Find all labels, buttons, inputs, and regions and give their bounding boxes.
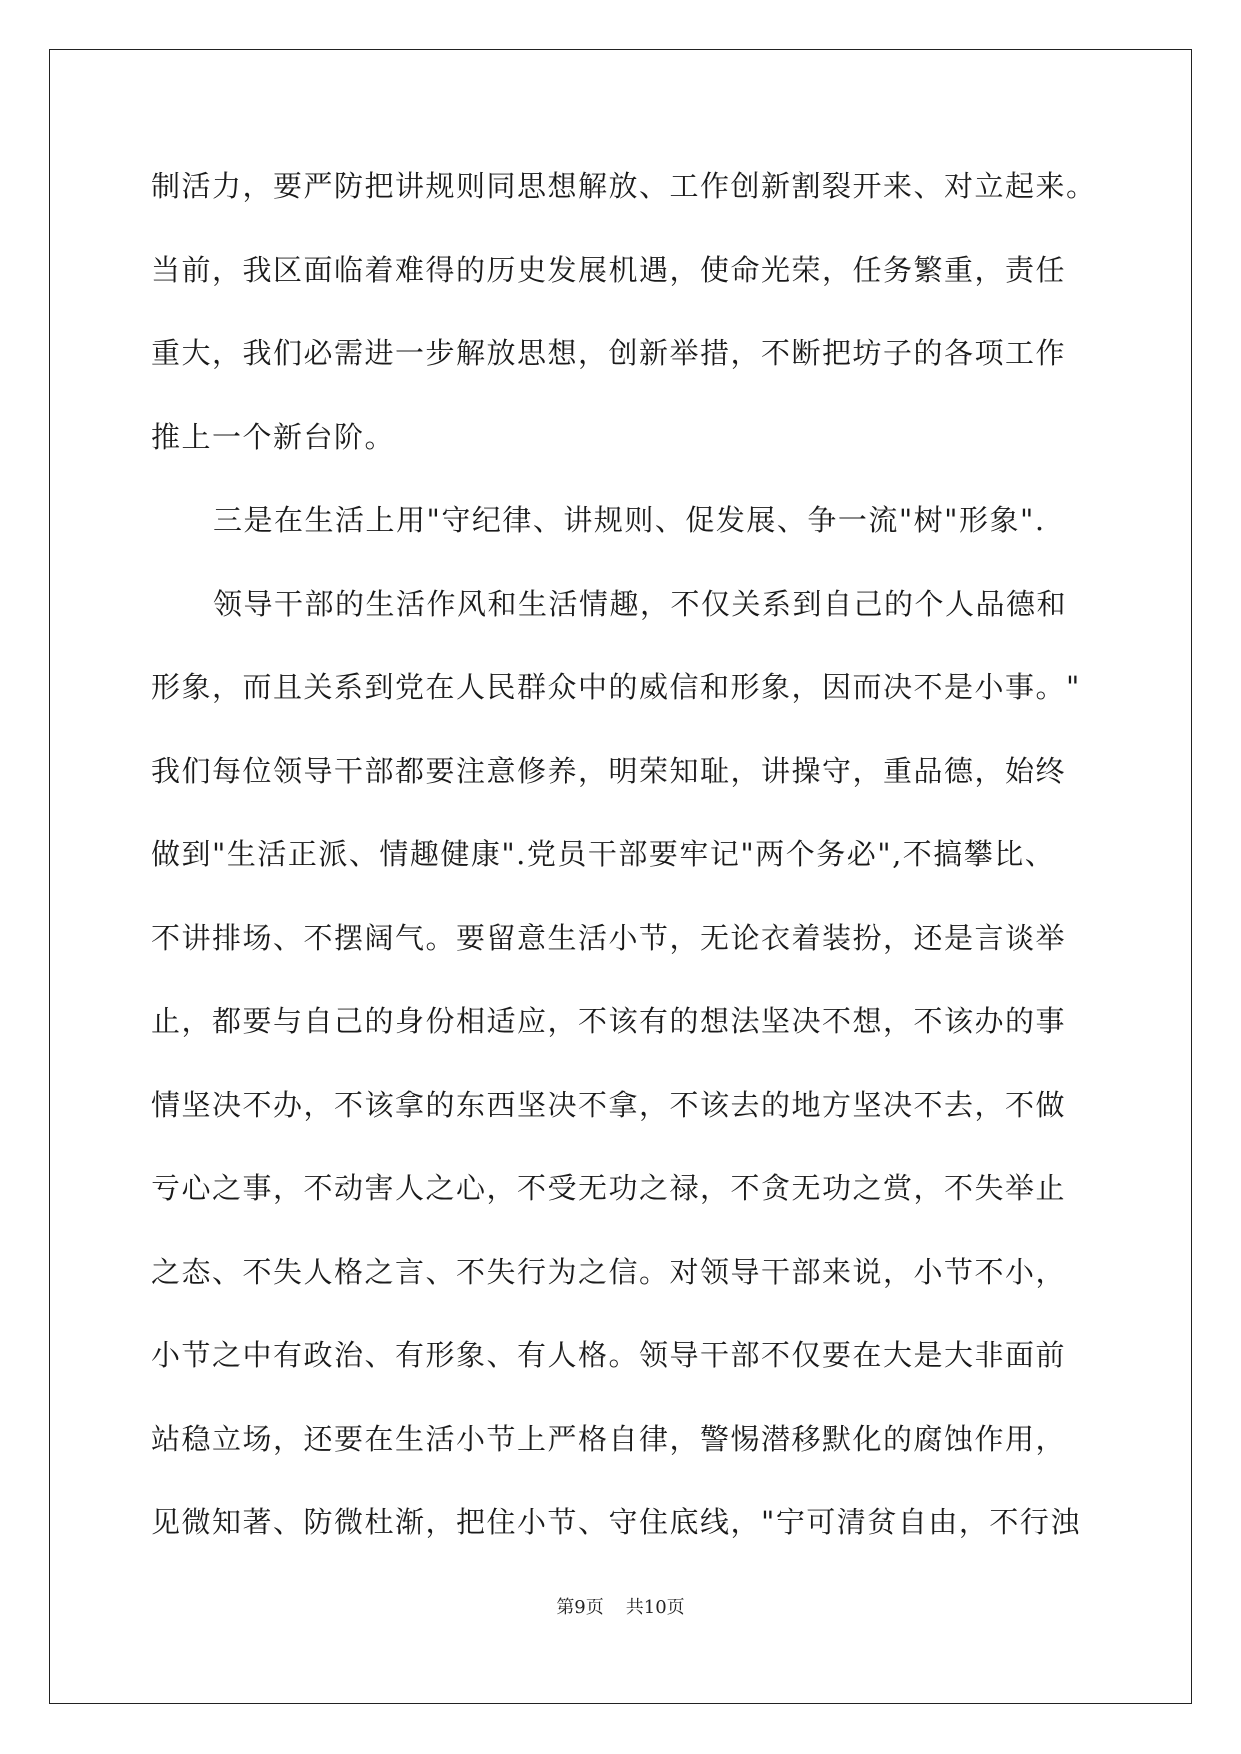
text-line: 重大，我们必需进一步解放思想，创新举措，不断把坊子的各项工作 <box>151 336 1067 370</box>
text-line: 做到"生活正派、情趣健康".党员干部要牢记"两个务必",不搞攀比、 <box>151 837 1056 871</box>
page-footer <box>0 1593 1241 1619</box>
total-pages: 共10页 <box>625 1597 685 1618</box>
text-line: 站稳立场，还要在生活小节上严格自律，警惕潜移默化的腐蚀作用， <box>151 1421 1067 1456</box>
text-line: 情坚决不办，不该拿的东西坚决不拿，不该去的地方坚决不去，不做 <box>151 1087 1067 1122</box>
text-line: 我们每位领导干部都要注意修养，明荣知耻，讲操守，重品德，始终 <box>151 753 1067 788</box>
text-line: 推上一个新台阶。 <box>151 419 396 454</box>
text-line: 之态、不失人格之言、不失行为之信。对领导干部来说，小节不小， <box>151 1254 1067 1289</box>
text-line: 制活力，要严防把讲规则同思想解放、工作创新割裂开来、对立起来。 <box>151 169 1097 203</box>
text-line: 不讲排场、不摆阔气。要留意生活小节，无论衣着装扮，还是言谈举 <box>151 920 1067 955</box>
text-line: 见微知著、防微杜渐，把住小节、守住底线，"宁可清贫自由，不行浊 <box>151 1505 1081 1539</box>
text-line: 当前，我区面临着难得的历史发展机遇，使命光荣，任务繁重，责任 <box>151 252 1067 287</box>
text-line: 亏心之事，不动害人之心，不受无功之禄，不贪无功之赏，不失举止 <box>151 1171 1067 1205</box>
text-line: 小节之中有政治、有形象、有人格。领导干部不仅要在大是大非面前 <box>151 1338 1067 1372</box>
document-body <box>151 166 1097 1586</box>
page-number: 第9页 <box>556 1597 604 1618</box>
text-line: 形象，而且关系到党在人民群众中的威信和形象，因而决不是小事。" <box>151 670 1081 704</box>
text-line: 领导干部的生活作风和生活情趣，不仅关系到自己的个人品德和 <box>213 586 1068 621</box>
text-line: 三是在生活上用"守纪律、讲规则、促发展、争一流"树"形象". <box>213 503 1046 537</box>
text-line: 止，都要与自己的身份相适应，不该有的想法坚决不想，不该办的事 <box>151 1004 1067 1038</box>
